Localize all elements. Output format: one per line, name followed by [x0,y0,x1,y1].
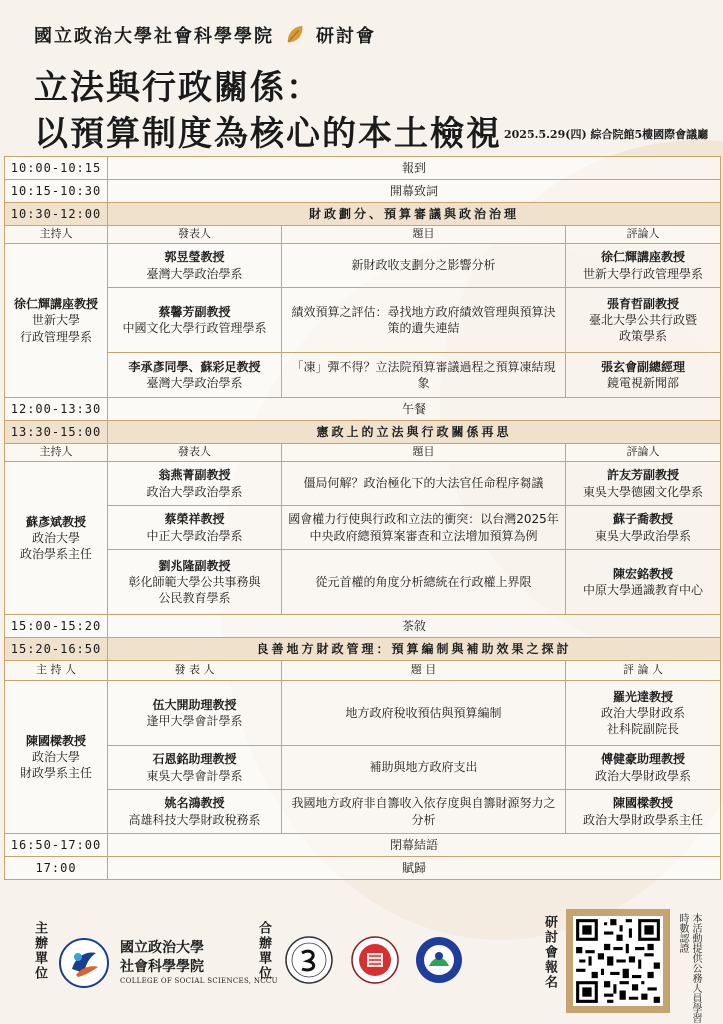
college-logo [58,937,110,989]
host-affiliation: 政治大學 [31,530,80,545]
credit-note: 本活動提供公務人員學習時數認證 [677,913,701,1023]
topic-cell: 僵局何解？政治極化下的大法官任命程序芻議 [282,462,566,506]
host-cell [5,462,108,615]
agenda-label: 開幕致詞 [108,180,721,203]
college-name-line: 社會科學學院 [120,958,204,975]
presenter-name: 郭昱瑩教授 [164,250,225,265]
time-cell: 17:00 [5,857,108,880]
host-name: 蘇彥斌教授 [25,514,86,529]
discussant-affiliation: 政治大學財政學系主任 [583,812,704,827]
presenter-name: 蔡馨芳副教授 [158,304,231,319]
presenter-affiliation: 逢甲大學會計學系 [146,714,243,728]
col-presenter: 發 表 人 [108,661,282,681]
col-discussant: 評論人 [566,226,721,244]
presenter-affiliation: 公民教育學系 [158,591,231,606]
topic-cell: 我國地方政府非自籌收入依存度與自籌財源努力之分析 [282,790,566,834]
col-presenter: 發表人 [108,226,282,244]
discussant-affiliation: 臺北大學公共行政暨 [589,312,698,327]
qr-code-icon[interactable] [573,916,663,1006]
time-cell: 15:00-15:20 [5,615,108,638]
presenter-affiliation: 政治大學政治學系 [146,484,243,499]
schedule-table [4,156,721,880]
time-cell: 15:20-16:50 [5,638,108,661]
presenter-name: 翁燕菁副教授 [158,468,231,483]
time-cell: 10:00-10:15 [5,157,108,180]
presenter-affiliation: 東吳大學會計學系 [146,768,243,783]
col-host: 主持人 [5,444,108,462]
title-line-2: 以預算制度為核心的本土檢視 [34,114,502,154]
footer [0,905,723,1024]
host-affiliation: 政治學系主任 [19,547,92,562]
cohost-logo-1 [284,935,334,985]
presenter-affiliation: 臺灣大學政治學系 [146,266,243,281]
col-topic: 題目 [282,226,566,244]
schedule-row [5,157,721,180]
session-band [5,638,721,661]
session-title: 憲政上的立法與行政關係再思 [108,421,721,444]
discussant-cell [566,462,721,506]
column-header-row [5,444,721,462]
presenter-affiliation: 中國文化大學行政管理學系 [122,321,267,335]
discussant-name: 陳國樑教授 [613,796,674,811]
schedule-row [5,398,721,421]
org-name: 國立政治大學社會科學學院 [34,26,274,47]
discussant-cell [566,244,721,288]
schedule-row [5,834,721,857]
presenter-cell [108,353,282,398]
discussant-affiliation: 世新大學行政管理學系 [583,266,704,281]
time-cell: 16:50-17:00 [5,834,108,857]
presenter-name: 姚名鴻教授 [164,796,225,811]
presenter-cell [108,506,282,550]
poster-header [34,22,714,48]
discussant-affiliation: 社科院副院長 [607,722,680,737]
cohost-logo-3 [414,935,464,985]
presenter-cell [108,244,282,288]
session-band [5,421,721,444]
host-affiliation: 世新大學 [31,313,80,328]
host-affiliation: 財政學系主任 [19,766,92,781]
discussant-affiliation: 鏡電視新聞部 [607,376,680,390]
discussant-cell [566,681,721,746]
table-row [5,790,721,834]
table-row [5,462,721,506]
host-affiliation: 政治大學 [31,749,80,764]
table-row [5,288,721,353]
presenter-affiliation: 高雄科技大學財政稅務系 [128,812,261,827]
host-cell [5,681,108,834]
col-presenter: 發表人 [108,444,282,462]
discussant-cell [566,353,721,398]
discussant-affiliation: 東吳大學德國文化學系 [583,484,704,499]
topic-cell: 新財政收支劃分之影響分析 [282,244,566,288]
discussant-cell [566,550,721,615]
col-host: 主 持 人 [5,661,108,681]
discussant-cell [566,288,721,353]
time-cell: 10:30-12:00 [5,203,108,226]
time-cell: 10:15-10:30 [5,180,108,203]
table-row [5,506,721,550]
table-row [5,244,721,288]
col-topic: 題目 [282,444,566,462]
agenda-label: 閉幕結語 [108,834,721,857]
topic-cell: 績效預算之評估：尋找地方政府績效管理與預算決策的遺失連結 [282,288,566,353]
col-discussant: 評 論 人 [566,661,721,681]
presenter-cell [108,288,282,353]
agenda-label: 賦歸 [108,857,721,880]
register-label: 研討會報名 [542,915,557,990]
schedule-row [5,857,721,880]
topic-cell: 國會權力行使與行政和立法的衝突：以台灣2025年中央政府總預算案審查和立法增加預算為例 [282,506,566,550]
discussant-affiliation: 政治大學財政學系 [595,768,692,783]
college-name-line: 國立政治大學 [120,940,204,956]
discussant-affiliation: 東吳大學政治學系 [595,528,692,543]
presenter-cell [108,462,282,506]
org-line [34,22,714,48]
discussant-cell [566,790,721,834]
host-affiliation: 行政管理學系 [19,329,92,344]
date-venue: 2025.5.29(四) 綜合院館5樓國際會議廳 [504,128,709,141]
presenter-name: 伍大開助理教授 [152,697,237,712]
presenter-affiliation: 中正大學政治學系 [146,528,243,543]
topic-cell: 從元首權的角度分析總統在行政權上界限 [282,550,566,615]
presenter-affiliation: 臺灣大學政治學系 [146,376,243,390]
agenda-label: 報到 [108,157,721,180]
presenter-name: 蔡榮祥教授 [164,512,225,527]
table-row [5,681,721,746]
table-row [5,550,721,615]
event-type: 研討會 [316,26,376,47]
discussant-name: 張玄會副總經理 [601,359,686,374]
time-cell: 13:30-15:00 [5,421,108,444]
discussant-name: 陳宏銘教授 [613,566,674,581]
schedule-row [5,615,721,638]
discussant-name: 傅健豪助理教授 [601,752,686,767]
time-cell: 12:00-13:30 [5,398,108,421]
presenter-cell [108,550,282,615]
leaf-icon [284,24,306,46]
host-name: 陳國樑教授 [25,733,86,748]
discussant-cell [566,506,721,550]
topic-cell: 地方政府稅收預估與預算編制 [282,681,566,746]
col-host: 主持人 [5,226,108,244]
col-discussant: 評論人 [566,444,721,462]
discussant-affiliation: 政策學系 [619,329,668,344]
column-header-row [5,226,721,244]
discussant-name: 羅光達教授 [613,689,674,704]
discussant-cell [566,746,721,790]
discussant-name: 張育哲副教授 [607,296,680,311]
topic-cell: 「凍」彈不得？立法院預算審議過程之預算凍結現象 [282,353,566,398]
discussant-name: 蘇子喬教授 [613,512,674,527]
presenter-cell [108,746,282,790]
presenter-affiliation: 彰化師範大學公共事務與 [128,574,261,589]
session-band [5,203,721,226]
presenter-name: 劉兆隆副教授 [158,558,231,573]
schedule-row [5,180,721,203]
table-row [5,353,721,398]
column-header-row [5,661,721,681]
presenter-name: 李承彥同學、蘇彩足教授 [128,359,261,374]
topic-cell: 補助與地方政府支出 [282,746,566,790]
discussant-affiliation: 政治大學財政系 [601,705,686,720]
host-name: 徐仁輝講座教授 [13,297,98,312]
title-line-1: 立法與行政關係： [34,68,322,108]
agenda-label: 午餐 [108,398,721,421]
session-title: 財政劃分、預算審議與政治治理 [108,203,721,226]
table-row [5,746,721,790]
presenter-cell [108,790,282,834]
discussant-name: 徐仁輝講座教授 [601,250,686,265]
discussant-affiliation: 中原大學通識教育中心 [583,583,704,597]
host-label: 主辦單位 [32,921,47,981]
session-title: 良善地方財政管理：預算編制與補助效果之探討 [108,638,721,661]
college-name-en: COLLEGE OF SOCIAL SCIENCES, NCCU [120,976,278,985]
discussant-name: 許友芳副教授 [607,468,680,483]
host-cell [5,244,108,398]
presenter-name: 石恩銘助理教授 [152,752,237,767]
registration-qr-frame[interactable] [566,909,670,1013]
agenda-label: 茶敘 [108,615,721,638]
col-topic: 題 目 [282,661,566,681]
cohost-label: 合辦單位 [256,921,271,981]
presenter-cell [108,681,282,746]
cohost-logo-2 [350,935,400,985]
